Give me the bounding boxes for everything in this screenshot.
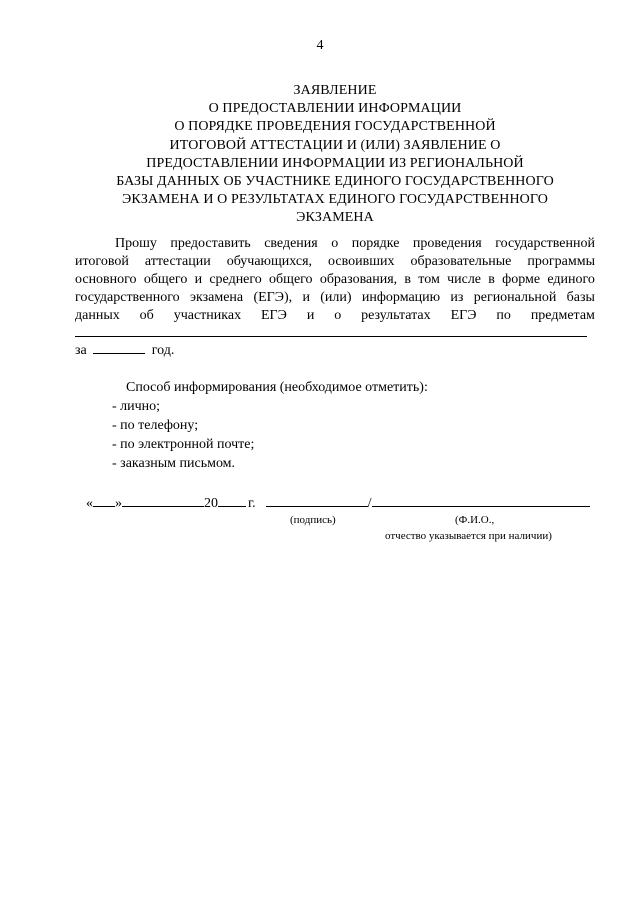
paragraph-word: освоивших xyxy=(328,254,395,269)
method-option-phone[interactable]: - по телефону; xyxy=(112,418,199,433)
paragraph-line xyxy=(75,253,595,271)
signature-slash: / xyxy=(367,496,372,511)
method-option-registered-mail[interactable]: - заказным письмом. xyxy=(112,456,236,471)
title-line: О ПОРЯДКЕ ПРОВЕДЕНИЯ ГОСУДАРСТВЕННОЙ xyxy=(174,119,496,135)
method-option-email[interactable]: - по электронной почте; xyxy=(112,437,255,452)
paragraph-word: информацию xyxy=(361,290,441,305)
paragraph-word: порядке xyxy=(351,236,400,251)
paragraph-word: предметам xyxy=(530,308,595,323)
date-close-quote: » xyxy=(115,496,122,511)
title-line: БАЗЫ ДАННЫХ ОБ УЧАСТНИКЕ ЕДИНОГО ГОСУДАРСТВЕННОГО xyxy=(116,174,554,190)
paragraph-word: проведения xyxy=(412,236,482,251)
method-title: Способ информирования (необходимое отметить): xyxy=(126,380,428,395)
paragraph-word: основного xyxy=(75,272,137,287)
paragraph-word: Прошу xyxy=(115,236,157,251)
subjects-fill-line[interactable] xyxy=(75,336,587,337)
signature-label: (подпись) xyxy=(290,514,336,526)
paragraph-word: и xyxy=(306,308,315,323)
paragraph-word: государственной xyxy=(495,236,595,251)
title-line: ПРЕДОСТАВЛЕНИИ ИНФОРМАЦИИ ИЗ РЕГИОНАЛЬНОЙ xyxy=(146,155,524,171)
year-suffix-sign: г. xyxy=(248,496,256,511)
page-number: 4 xyxy=(316,38,324,53)
paragraph-word: и xyxy=(194,272,203,287)
year-suffix: год. xyxy=(151,343,175,358)
paragraph-word: в xyxy=(488,272,495,287)
signature-line xyxy=(86,494,590,513)
sign-year-blank-field[interactable] xyxy=(218,494,246,507)
title-line: ЭКЗАМЕНА xyxy=(296,210,374,226)
year-blank-field[interactable] xyxy=(93,341,145,354)
month-blank-field[interactable] xyxy=(122,494,204,507)
paragraph-word: по xyxy=(496,308,511,323)
signature-blank-field[interactable] xyxy=(266,494,368,507)
title-line: ИТОГОВОЙ АТТЕСТАЦИИ И (ИЛИ) ЗАЯВЛЕНИЕ О xyxy=(169,137,501,153)
fio-note-label: отчество указывается при наличии) xyxy=(385,530,552,542)
paragraph-word: единого xyxy=(547,272,595,287)
fio-blank-field[interactable] xyxy=(372,494,590,507)
fio-label: (Ф.И.О., xyxy=(455,514,495,526)
paragraph-word: государственного xyxy=(75,290,180,305)
paragraph-word: о xyxy=(331,236,339,251)
paragraph-word: экзамена xyxy=(189,290,244,305)
paragraph-word: результатах xyxy=(361,308,431,323)
paragraph-word: итоговой xyxy=(75,254,129,269)
paragraph-word: об xyxy=(139,308,154,323)
paragraph-word: о xyxy=(334,308,342,323)
paragraph-word: сведения xyxy=(264,236,318,251)
year-line xyxy=(75,341,174,360)
paragraph-word: форме xyxy=(502,272,541,287)
paragraph-word: из xyxy=(450,290,464,305)
paragraph-line xyxy=(75,307,595,325)
paragraph-line xyxy=(75,271,595,289)
title-line: ЗАЯВЛЕНИЕ xyxy=(293,83,377,98)
document-title xyxy=(70,82,600,228)
paragraph-word: среднего xyxy=(209,272,262,287)
paragraph-word: обучающихся, xyxy=(226,254,313,269)
paragraph-word: (ЕГЭ), xyxy=(253,290,293,305)
title-line: О ПРЕДОСТАВЛЕНИИ ИНФОРМАЦИИ xyxy=(208,101,462,117)
paragraph-word: в xyxy=(404,272,412,287)
paragraph-line xyxy=(75,235,595,253)
day-blank-field[interactable] xyxy=(93,494,115,507)
notification-method xyxy=(112,378,428,473)
paragraph-word: ЕГЭ xyxy=(450,308,477,323)
date-open-quote: « xyxy=(86,496,93,511)
title-line: ЭКЗАМЕНА И О РЕЗУЛЬТАТАХ ЕДИНОГО ГОСУДАРСТВЕННОГО xyxy=(122,192,548,208)
paragraph-word: аттестации xyxy=(144,254,211,269)
paragraph-word: региональной xyxy=(473,290,557,305)
paragraph-word: программы xyxy=(527,254,595,269)
paragraph-word: числе xyxy=(447,272,482,287)
paragraph-word: базы xyxy=(566,290,595,305)
paragraph-word: общего xyxy=(269,272,313,287)
paragraph-word: ЕГЭ xyxy=(261,308,287,323)
paragraph-word: образовательные xyxy=(410,254,512,269)
paragraph-word: общего xyxy=(143,272,188,287)
method-option-in-person[interactable]: - лично; xyxy=(112,399,161,414)
year-prefix: за xyxy=(75,343,87,358)
paragraph-word: том xyxy=(418,272,440,287)
paragraph-word: данных xyxy=(75,308,120,323)
paragraph-word: образования, xyxy=(319,272,398,287)
paragraph-word: предоставить xyxy=(170,236,251,251)
paragraph-line xyxy=(75,289,595,307)
paragraph-word: и xyxy=(302,290,310,305)
year-prefix-sign: 20 xyxy=(204,496,218,511)
paragraph-word: участниках xyxy=(173,308,242,323)
request-paragraph xyxy=(75,235,595,325)
paragraph-word: (или) xyxy=(320,290,352,305)
